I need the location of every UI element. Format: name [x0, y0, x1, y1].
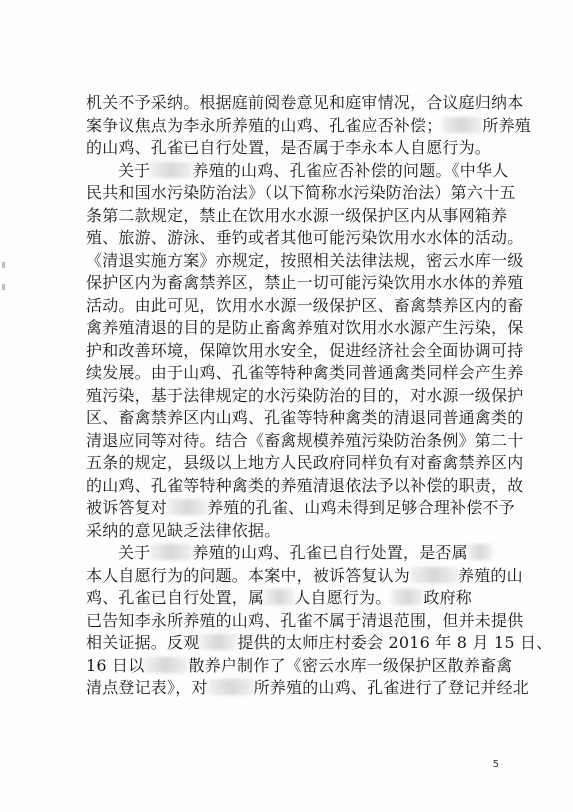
text-line: 已告知李永所养殖的山鸡、孔雀不属于清退范围，但并未提供: [86, 610, 524, 630]
redaction-blur: [167, 499, 207, 515]
text-line: 殖、旅游、游泳、垂钓或者其他可能污染饮用水水体的活动。: [86, 228, 524, 247]
text-line: 活动。由此可见，饮用水水源一级保护区、畜禽禁养区内的畜: [86, 295, 524, 315]
binding-mark: [2, 284, 5, 290]
text-line: 关于 养殖的山鸡、孔雀已自行处置，是否属: [86, 542, 506, 565]
text-line: 16 日以 散养户制作了《密云水库一级保护区散养畜禽: [86, 655, 513, 675]
text-line: 续发展。由于山鸡、孔雀等特种禽类同普通禽类同样会产生养: [86, 363, 524, 382]
text-line: 五条的规定，县级以上地方人民政府同样负有对畜禽禁养区内: [86, 453, 524, 472]
text-line: 关于 养殖的山鸡、孔雀应否补偿的问题。《中华人: [118, 160, 509, 180]
redaction-blur: [264, 589, 294, 605]
redaction-blur: [150, 544, 192, 560]
redaction-blur: [199, 634, 237, 650]
text-line: 的山鸡、孔雀等特种禽类的养殖清退依法予以补偿的职责，故: [86, 475, 524, 495]
redaction-blur: [468, 544, 492, 560]
redaction-blur: [144, 657, 188, 673]
text-line: 机关不予采纳。根据庭前阅卷意见和庭审情况，合议庭归纳本: [86, 93, 524, 112]
text-line: 区、畜禽禁养区内山鸡、孔雀等特种禽类的清退同普通禽类的: [86, 408, 524, 427]
redaction-blur: [150, 162, 192, 178]
redaction-blur: [208, 679, 254, 695]
text-line: 鸡、孔雀已自行处置，属 人自愿行为。 政府称: [86, 588, 473, 607]
text-line: 禽养殖清退的目的是防止畜禽养殖对饮用水水源产生污染，保: [86, 318, 524, 337]
redaction-blur: [391, 589, 423, 605]
text-line: 案争议焦点为李永所养殖的山鸡、孔雀应否补偿； 所养殖: [86, 115, 532, 135]
text-line: 殖污染，基于法律规定的水污染防治的目的，对水源一级保护: [86, 385, 524, 405]
text-line: 条第二款规定，禁止在饮用水水源一级保护区内从事网箱养: [86, 205, 508, 225]
text-line: 的山鸡、孔雀已自行处置，是否属于李永本人自愿行为。: [86, 138, 492, 157]
text-line: 清退应同等对待。结合《畜禽规模养殖污染防治条例》第二十: [86, 430, 524, 450]
text-line: 民共和国水污染防治法》（以下简称水污染防治法）第六十五: [86, 183, 516, 202]
text-line: 清点登记表》，对 所养殖的山鸡、孔雀进行了登记并经北: [86, 678, 530, 697]
redaction-blur: [410, 567, 458, 583]
document-body: [86, 92, 553, 700]
text-line: 采纳的意见缺乏法律依据。: [86, 520, 281, 540]
text-line: 被诉答复对 养殖的孔雀、山鸡未得到足够合理补偿不予: [86, 498, 515, 517]
text-line: 本人自愿行为的问题。本案中，被诉答复认为 养殖的山: [86, 565, 523, 585]
text-line: 保护区内为畜禽禁养区，禁止一切可能污染饮用水水体的养殖: [86, 273, 524, 292]
page-number: 5: [492, 759, 499, 770]
binding-mark: [2, 262, 5, 268]
redaction-blur: [442, 117, 482, 133]
text-line: 护和改善环境，保障饮用水安全，促进经济社会全面协调可持: [86, 340, 524, 360]
text-line: 《清退实施方案》亦规定，按照相关法律法规，密云水库一级: [86, 250, 524, 270]
text-line: 相关证据。反观 提供的太师庄村委会 2016 年 8 月 15 日、: [86, 633, 553, 652]
